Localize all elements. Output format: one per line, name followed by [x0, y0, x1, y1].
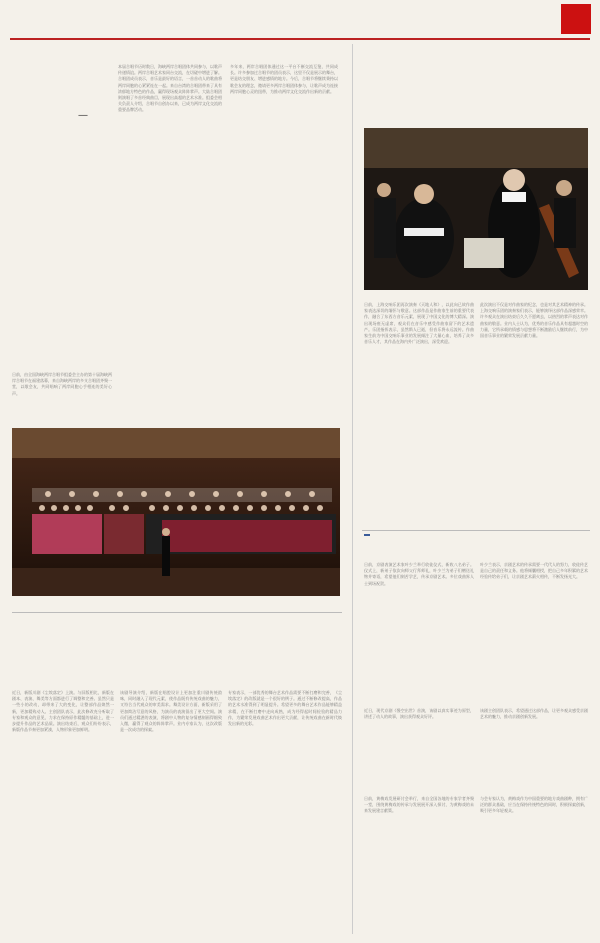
choir-body-col2: 本届合唱节历时数日，海峡两岸合唱团体共同参与，以歌声传递情谊。两岸合唱艺术家同台交流，在切磋中增进了解。合唱团成员表示，音乐是最好的语言，一首首动人的歌曲将两岸同胞的心紧紧连在一起。来自台湾的合唱团带来了具有浓郁地方特色的作品，赢得现场观众阵阵掌声。大陆合唱团则演唱了多首经典曲目，展现出高超的艺术水准。组委会相关负责人介绍，合唱节自创办以来，已成为两岸文化交流的重要品牌活动。	[118, 64, 222, 113]
news-item-2-body-b: 该剧主创团队表示，希望通过这部作品，让更多观众感受京剧艺术的魅力，推动京剧创新发展。	[480, 708, 588, 720]
column-divider	[352, 44, 353, 934]
opera-body-col3: 专家表示，一部优秀的舞台艺术作品需要不断打磨和完善，《尘埃落定》的改版就是一个很好的例子。通过不断修改提高，作品的艺术水准得到了明显提升。希望更多的舞台艺术作品能够精益求精，在不断打磨中走向成熟，成为经得起时间检验的精品力作，为繁荣发展戏曲艺术作出更大贡献，让传统戏曲在新时代焕发出新的光彩。	[228, 690, 342, 727]
title-dash: —	[78, 110, 88, 121]
choir-body-col1: 日前，由全国海峡两岸合唱节组委会主办的第十届海峡两岸合唱节在福建落幕，来自海峡两岸的多支合唱团齐聚一堂，以歌会友，共同唱响了两岸同胞心手相连的美好心声。	[12, 372, 112, 396]
news-item-1-body-a: 日前，京剧表演艺术家叶少兰举行收徒仪式，新收八名弟子。仪式上，新弟子依次向师父行拜师礼，叶少兰为弟子们赠送礼物并寄语，希望他们刻苦学艺，传承京剧艺术。多位戏曲界人士到场祝贺。	[364, 562, 474, 586]
page-number	[561, 4, 591, 34]
opera-body-col1: 近日，新版川剧《尘埃落定》上演。与旧版相比，新版在剧本、表演、舞美等方面都进行了调整和完善。虽然只是一些小的改动，却带来了大的变化，让整部作品焕然一新，更加精致动人。主创团队表示，此次修改充分听取了专家和观众的意见，力求在保持原作精髓的基础上，进一步提升作品的艺术品质。演出结束后，观众们纷纷表示，新版作品节奏更加紧凑，人物形象更加鲜明。	[12, 690, 114, 733]
concert-body-col1: 日前，上海交响乐团再次演奏《天地人和》，以此向已故作曲家表达深切的缅怀与敬意。这部作品是作曲家生前的重要代表作，融合了东西方音乐元素，展现了中国文化的博大精深。演出现场座无虚席，观众们在音乐中感受作曲家留下的艺术遗产。乐团指挥表示，虽然斯人已逝，但音乐将永远流传。作曲家生前为中国交响乐事业的发展倾注了大量心血，培养了众多音乐人才，其作品在海内外广泛演出，深受欢迎。	[364, 302, 474, 345]
concert-photo-image	[364, 128, 588, 290]
news-item-3-body-b: 与会专家认为，黄梅戏作为中国重要的地方戏曲剧种，拥有广泛的群众基础，应当在保持传统特色的同时，积极探索创新，吸引更多年轻观众。	[480, 796, 588, 814]
choir-photo-image	[12, 428, 340, 596]
header-rule	[10, 38, 590, 40]
concert-photo	[364, 128, 588, 290]
choir-photo	[12, 428, 340, 596]
news-box-top-rule	[362, 530, 590, 531]
choir-body-col3: 多年来，两岸合唱团体通过这一平台不断交流互鉴，共同成长。许多参加过合唱节的团员表示，这里不仅是展示的舞台，更是结交朋友、增进感情的地方。今后，合唱节将继续秉持以歌会友的理念，邀请更多两岸合唱团体参与，让歌声成为连接两岸同胞心灵的纽带，为推动两岸文化交流作出新的贡献。	[230, 64, 338, 94]
news-tag	[364, 534, 370, 536]
opera-body-col2: 该剧导演介绍，新版在唱腔设计上更加注重川剧传统韵味，同时融入了现代元素，使作品既有传统戏曲的魅力，又符合当代观众的审美需求。舞美设计方面，新版采用了更加简洁写意的风格，为演员的表演留出了更大空间。演员们通过精湛的表演，将剧中人物的复杂情感刻画得细致入微，赢得了观众的阵阵掌声。业内专家认为，这次改版是一次成功的探索。	[120, 690, 222, 733]
news-item-1-body-b: 叶少兰表示，京剧艺术的传承需要一代代人的努力，收徒传艺是自己的责任和义务。他将倾囊相授，把自己多年积累的艺术经验传给弟子们，让京剧艺术薪火相传，不断发扬光大。	[480, 562, 588, 580]
news-item-2-body-a: 近日，现代京剧《慢空出世》首演，该剧以真实事迹为原型，讲述了动人的故事，演出获得观众好评。	[364, 708, 474, 720]
opera-top-rule	[12, 612, 342, 613]
concert-body-col2: 此次演出不仅是对作曲家的纪念，也是对其艺术精神的传承。上海交响乐团的演奏家们表示，能够演绎这部作品深感荣幸。许多观众在演出结束后久久不愿离去，以热烈的掌声表达对作曲家的敬意。业内人士认为，优秀的音乐作品具有超越时空的力量，它所承载的情感与思想将不断激励后人继续前行，为中国音乐事业的繁荣发展贡献力量。	[480, 302, 588, 339]
news-item-3-body-a: 日前，黄梅戏发展研讨会举行，来自全国各地的专家学者齐聚一堂，围绕黄梅戏的传承与发展展开深入探讨，为黄梅戏的未来发展建言献策。	[364, 796, 474, 814]
